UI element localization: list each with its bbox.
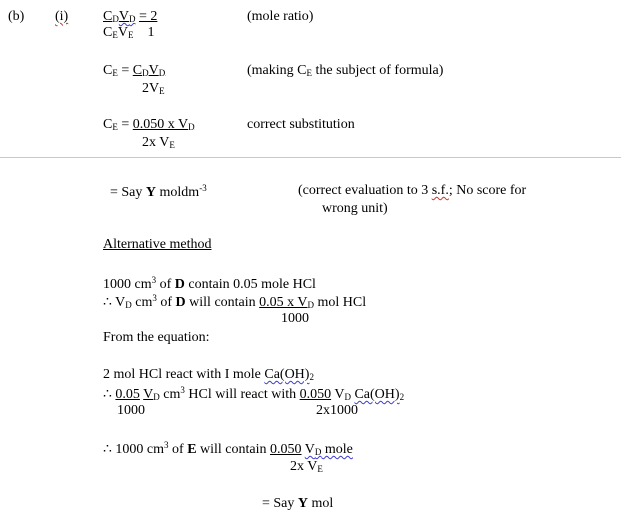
alt-line5: ∴ 0.05 $V_D$ $cm^3$ HCl will react with 0.050 $V_D$ $Ca(OH)_2$ bbox=[103, 385, 405, 402]
step2-denominator: $2V_E$ bbox=[142, 81, 165, 96]
step3-note: correct substitution bbox=[247, 117, 355, 132]
alt-line1: 1000 $cm^3$ of D contain 0.05 mole HCl bbox=[103, 275, 316, 292]
subpart-label: (i) bbox=[55, 9, 69, 24]
step4-note-line1: (correct evaluation to 3 s.f.; No score for bbox=[298, 183, 527, 198]
alt-line2-denominator: 1000 bbox=[281, 311, 309, 326]
step1-numerator: $C_DV_D = 2$ bbox=[103, 9, 158, 24]
step4-note-line2: wrong unit) bbox=[322, 201, 388, 216]
alt-line7: = Say Y mol bbox=[262, 496, 334, 511]
alternative-heading: Alternative method bbox=[103, 237, 212, 252]
step3-equation: $C_E = 0.050$ x $V_D$ bbox=[103, 117, 195, 132]
alt-line6: ∴ 1000 $cm^3$ of E will contain 0.050 $V_D$ mole bbox=[103, 440, 353, 457]
page-divider bbox=[0, 157, 621, 158]
alt-line5-right-denominator: 2x1000 bbox=[316, 403, 358, 418]
step1-denominator: $C_EV_E$ 1 bbox=[103, 25, 155, 40]
alt-line5-left-denominator: 1000 bbox=[117, 403, 145, 418]
alt-line2: ∴ $V_D$ $cm^3$ of D will contain 0.05 x $V_D$ mol HCl bbox=[103, 293, 367, 310]
step3-denominator: 2x $V_E$ bbox=[142, 135, 175, 150]
step4-result: = Say Y moldm$^{-3}$ bbox=[110, 183, 207, 200]
part-label: (b) bbox=[8, 9, 25, 24]
alt-line3: From the equation: bbox=[103, 330, 210, 345]
step1-note: (mole ratio) bbox=[247, 9, 314, 24]
alt-line6-denominator: 2x $V_E$ bbox=[290, 459, 323, 474]
step2-equation: $C_E = C_DV_D$ bbox=[103, 63, 166, 78]
alt-line4: 2 mol HCl react with I mole $Ca(OH)_2$ bbox=[103, 367, 314, 382]
step2-note: (making $C_E$ the subject of formula) bbox=[247, 63, 444, 78]
